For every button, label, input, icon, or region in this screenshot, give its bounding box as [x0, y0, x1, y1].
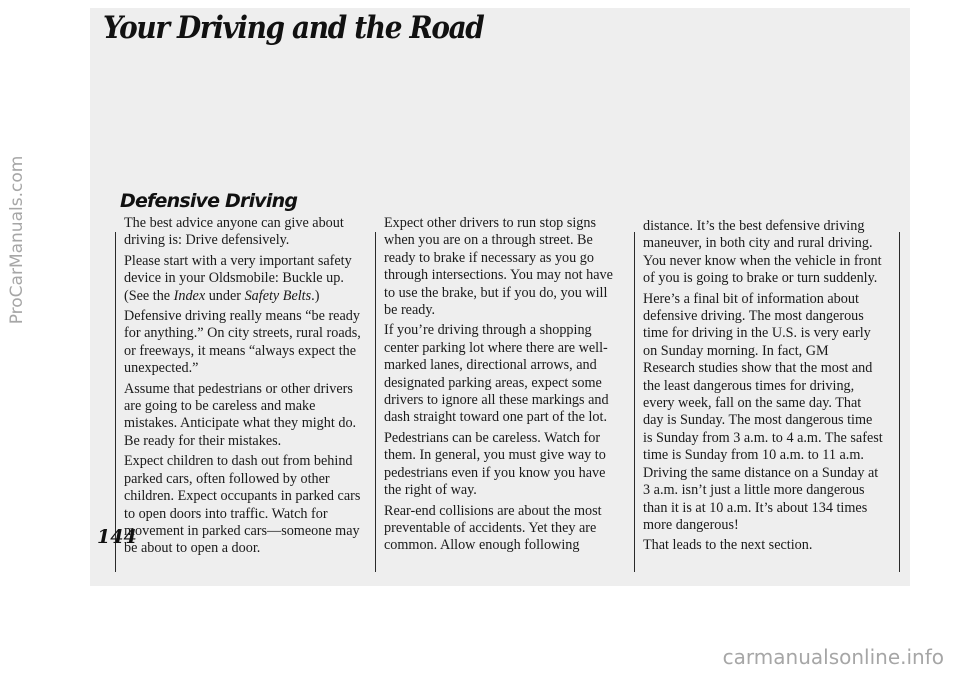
paragraph: Pedestrians can be careless. Watch for them. In general, you must give way to pedestrians even if you know you have the right of way. [384, 429, 606, 499]
text-column-1 [124, 215, 364, 561]
paragraph: Here’s a final bit of information about defensive driving. The most dangerous time for driving in the U.S. is very early on Sunday morning. In fact, GM Research studies show that the most and the least dangerous times for driving, every week, fall on the same day. That day is Sunday. The most dangerous time is Sunday from 3 a.m. to 4 a.m. The safest time is Sunday from 10 a.m. to 11 a.m. Driving the same distance on a Sunday at 3 a.m. isn’t just a little more dangerous than it is at 10 a.m. It’s about 134 times more dangerous! [643, 290, 883, 533]
paragraph: Expect children to dash out from behind parked cars, often followed by other children. Expect occupants in parked cars to open doors into traffic. Watch for movement in parked cars—someone may be about to open a door. [124, 453, 361, 557]
page-number: 144 [97, 526, 137, 548]
column-divider-1 [375, 232, 376, 572]
paragraph: Assume that pedestrians or other drivers are going to be careless and make mistakes. Anticipate what they might do. Be ready for their mistakes. [124, 380, 357, 449]
paragraph [124, 253, 364, 305]
text-column-2 [384, 215, 624, 558]
column-divider-2 [634, 232, 635, 572]
chapter-title: Your Driving and the Road [103, 10, 484, 46]
paragraph-text: .) [311, 287, 320, 304]
paragraph: Defensive driving really means “be ready for anything.” On city streets, rural roads, or freeways, it means “always expect the unexpected.” [124, 308, 361, 377]
left-margin-rule [115, 232, 116, 572]
safety-belts-reference: Safety Belts [244, 287, 312, 304]
section-title: Defensive Driving [120, 190, 298, 212]
side-watermark-text: ProCarManuals.com [7, 155, 27, 325]
paragraph: If you’re driving through a shopping center parking lot where there are well-marked lanes, directional arrows, and designated parking areas, expect some drivers to ignore all these markings and dash straight toward one part of the lot. [384, 322, 609, 426]
paragraph: The best advice anyone can give about driving is: Drive defensively. [124, 215, 344, 249]
paragraph: distance. It’s the best defensive driving maneuver, in both city and rural driving. You never know when the vehicle in front of you is going to brake or turn suddenly. [643, 218, 882, 287]
side-watermark [0, 0, 34, 600]
paragraph-text: under [205, 287, 245, 304]
right-margin-rule [899, 232, 900, 572]
paragraph: Expect other drivers to run stop signs when you are on a through street. Be ready to brake if necessary as you go through intersections. You may not have to use the brake, but if you do, you will be ready. [384, 215, 613, 319]
paragraph-text: Please start with a very important safety device in your Oldsmobile: Buckle up. (See the [124, 252, 352, 304]
index-reference: Index [173, 287, 206, 304]
paragraph: That leads to the next section. [643, 537, 813, 554]
paragraph: Rear-end collisions are about the most preventable of accidents. Yet they are common. Allow enough following [384, 502, 602, 554]
text-column-3 [643, 218, 883, 558]
bottom-watermark: carmanualsonline.info [722, 645, 944, 669]
